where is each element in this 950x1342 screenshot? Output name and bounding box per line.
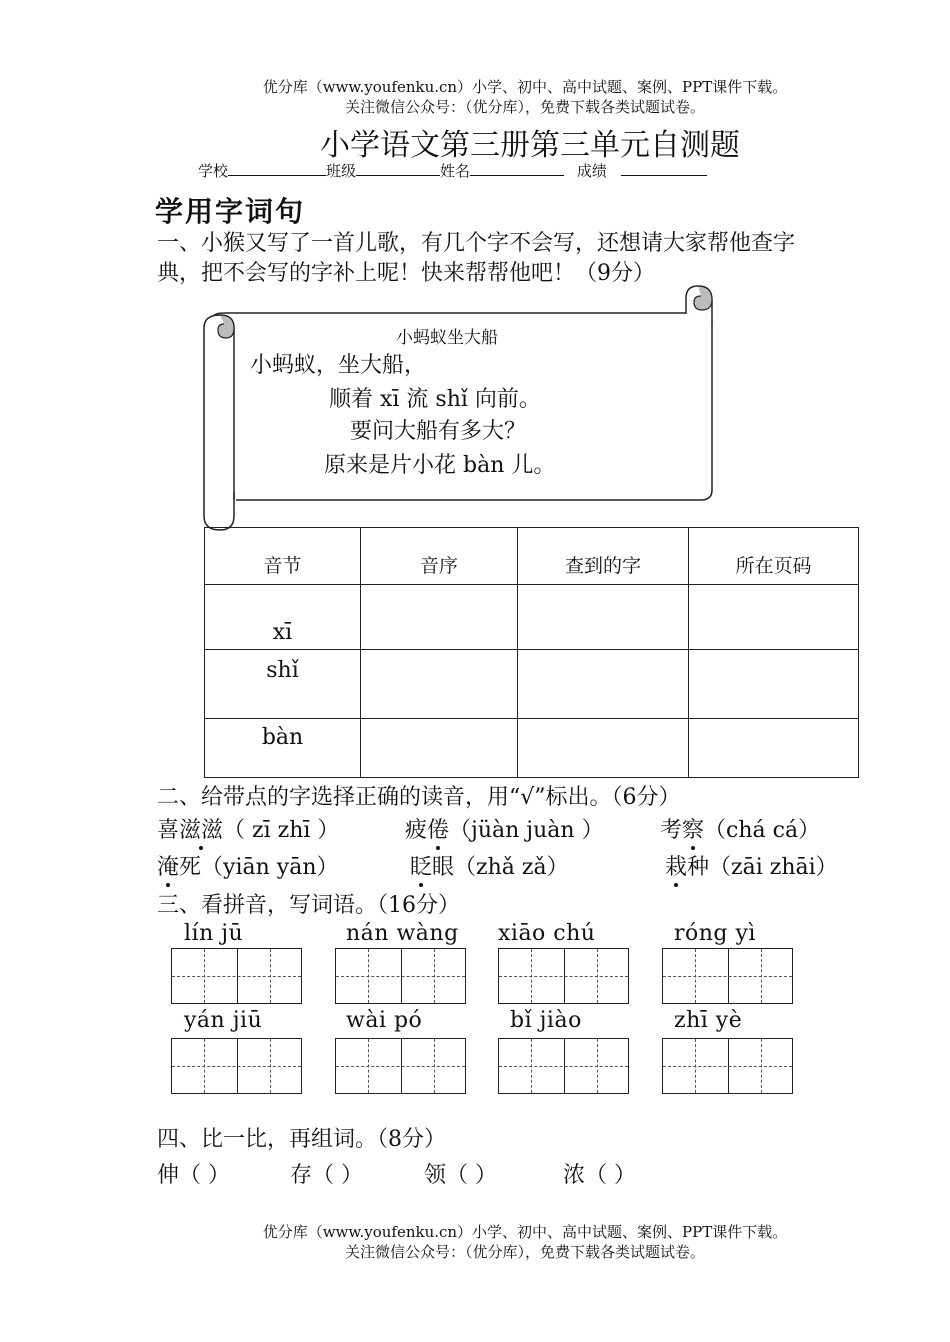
q2-row-1 — [157, 813, 339, 844]
q2-item: 喜滋滋（ zī zhī ） — [157, 818, 339, 843]
writing-grid[interactable] — [171, 1038, 302, 1094]
q4-item[interactable]: 存（ ） — [290, 1163, 363, 1188]
dictionary-lookup-table — [204, 527, 859, 778]
score-blank[interactable] — [621, 161, 707, 176]
q3-title: 三、看拼音，写词语。（16分） — [157, 893, 460, 918]
reading-options[interactable]: （yiān yān） — [201, 855, 339, 880]
answer-cell[interactable] — [689, 719, 859, 778]
q2-item: 栽种（zāi zhāi） — [665, 850, 838, 881]
writing-grid[interactable] — [498, 1038, 629, 1094]
writing-grid[interactable] — [335, 948, 466, 1004]
reading-options[interactable]: （zhǎ zǎ） — [454, 855, 569, 880]
writing-grid[interactable] — [171, 948, 302, 1004]
header-page: 所在页码 — [689, 528, 859, 585]
school-label: 学校 — [198, 162, 229, 180]
q2-item: 疲倦（jüàn juàn ） — [405, 813, 604, 844]
writing-grid[interactable] — [662, 1038, 793, 1094]
q4-item[interactable]: 伸（ ） — [157, 1163, 230, 1188]
score-label: 成绩 — [576, 162, 607, 180]
header-line-1: 优分库（www.youfenku.cn）小学、初中、高中试题、案例、PPT课件下载。 — [262, 78, 788, 96]
q4-item[interactable]: 领（ ） — [424, 1163, 497, 1188]
answer-cell[interactable] — [518, 585, 689, 650]
q2-title: 二、给带点的字选择正确的读音，用“√”标出。（6分） — [157, 785, 681, 810]
reading-options[interactable]: （jüàn juàn ） — [449, 818, 604, 843]
pinyin-label: bǐ jiào — [510, 1008, 582, 1033]
pinyin-label: nán wàng — [346, 921, 459, 946]
pinyin-label: wài pó — [346, 1008, 423, 1033]
q2-item: 淹死（yiān yān） — [157, 850, 339, 881]
writing-grid[interactable] — [335, 1038, 466, 1094]
section-title: 学用字词句 — [155, 195, 306, 228]
answer-cell[interactable] — [361, 585, 518, 650]
poem-line-4: 原来是片小花 bàn 儿。 — [324, 453, 556, 478]
poem-title: 小蚂蚁坐大船 — [396, 328, 498, 348]
reading-options[interactable]: （ zī zhī ） — [223, 818, 340, 843]
header-syllable: 音节 — [205, 528, 361, 585]
footer-line-2: 关注微信公众号：（优分库），免费下载各类试题试卷。 — [344, 1243, 705, 1261]
q1-line-1: 一、小猴又写了一首儿歌，有几个字不会写，还想请大家帮他查字 — [157, 231, 796, 256]
syllable-cell: xī — [205, 585, 361, 650]
pinyin-label: róng yì — [674, 921, 756, 946]
answer-cell[interactable] — [518, 650, 689, 719]
poem-line-3: 要问大船有多大？ — [350, 419, 527, 444]
writing-grid[interactable] — [662, 948, 793, 1004]
pinyin-label: lín jū — [184, 921, 244, 946]
header-found-char: 查到的字 — [518, 528, 689, 585]
q4-item[interactable]: 浓（ ） — [563, 1163, 636, 1188]
answer-cell[interactable] — [689, 585, 859, 650]
name-blank[interactable] — [470, 161, 564, 176]
q2-item: 考察（chá cá） — [660, 813, 820, 844]
student-info-line — [198, 160, 707, 181]
poem-line-2: 顺着 xī 流 shǐ 向前。 — [329, 387, 541, 412]
name-label: 姓名 — [440, 162, 471, 180]
poem-line-1: 小蚂蚁，坐大船， — [250, 353, 427, 378]
page-title: 小学语文第三册第三单元自测题 — [320, 128, 740, 163]
header-line-2: 关注微信公众号：（优分库），免费下载各类试题试卷。 — [344, 98, 705, 116]
class-label: 班级 — [326, 162, 357, 180]
footer-line-1: 优分库（www.youfenku.cn）小学、初中、高中试题、案例、PPT课件下载。 — [262, 1223, 788, 1241]
school-blank[interactable] — [228, 161, 326, 176]
answer-cell[interactable] — [361, 719, 518, 778]
answer-cell[interactable] — [518, 719, 689, 778]
q4-title: 四、比一比，再组词。（8分） — [157, 1127, 446, 1152]
class-blank[interactable] — [356, 161, 440, 176]
writing-grid[interactable] — [498, 948, 629, 1004]
answer-cell[interactable] — [361, 650, 518, 719]
syllable-cell: bàn — [205, 719, 361, 778]
syllable-cell: shǐ — [205, 650, 361, 719]
reading-options[interactable]: （chá cá） — [704, 818, 821, 843]
header-order: 音序 — [361, 528, 518, 585]
q1-line-2: 典，把不会写的字补上呢！快来帮帮他吧！（9分） — [157, 261, 655, 286]
pinyin-label: yán jiū — [184, 1008, 263, 1033]
reading-options[interactable]: （zāi zhāi） — [709, 855, 838, 880]
q2-item: 眨眼（zhǎ zǎ） — [410, 850, 569, 881]
pinyin-label: xiāo chú — [498, 921, 596, 946]
pinyin-label: zhī yè — [674, 1008, 743, 1033]
answer-cell[interactable] — [689, 650, 859, 719]
